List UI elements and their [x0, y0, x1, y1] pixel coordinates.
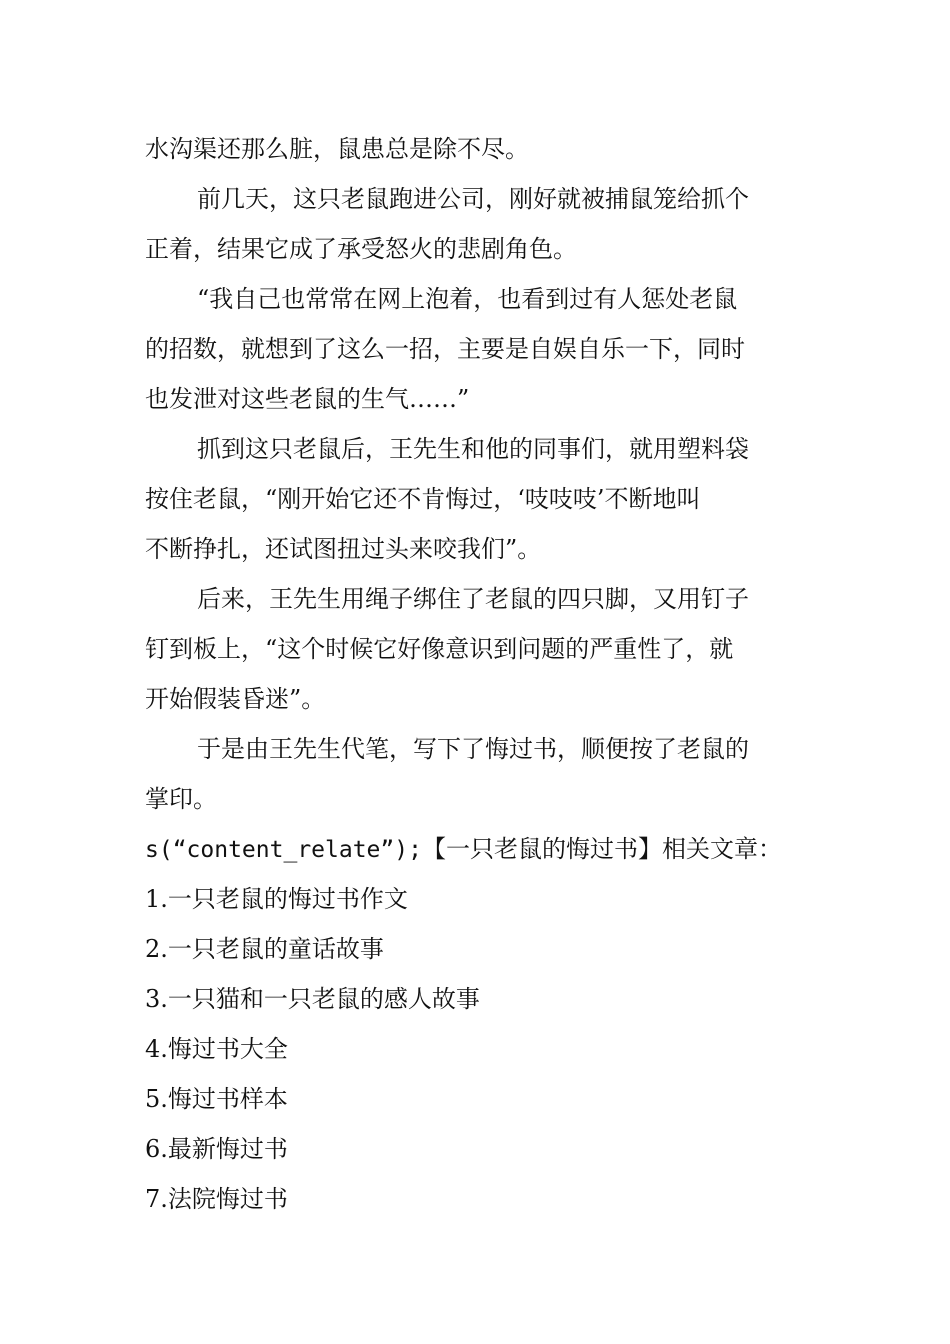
paragraph [145, 124, 810, 174]
related-link-4[interactable]: 4.悔过书大全 [145, 1035, 288, 1063]
paragraph-line: “我自己也常常在网上泡着，也看到过有人惩处老鼠 [197, 285, 738, 313]
paragraph-line: 后来，王先生用绳子绑住了老鼠的四只脚，又用钉子 [197, 585, 749, 613]
paragraph [145, 274, 810, 424]
related-header-code: s(“content_relate”); [145, 837, 422, 863]
paragraph-line: 也发泄对这些老鼠的生气……” [145, 385, 470, 413]
paragraph-line: 不断挣扎，还试图扭过头来咬我们”。 [145, 535, 542, 563]
related-header-text: 【一只老鼠的悔过书】相关文章： [421, 835, 782, 863]
related-link-7[interactable]: 7.法院悔过书 [145, 1185, 288, 1213]
paragraph-line: 于是由王先生代笔，写下了悔过书，顺便按了老鼠的 [197, 735, 749, 763]
paragraph-line: 按住老鼠，“刚开始它还不肯悔过，‘吱吱吱’不断地叫 [145, 485, 701, 513]
related-link-5[interactable]: 5.悔过书样本 [145, 1085, 288, 1113]
paragraph [145, 724, 810, 824]
related-link-6[interactable]: 6.最新悔过书 [145, 1135, 288, 1163]
paragraph [145, 424, 810, 574]
related-header [145, 824, 810, 874]
related-link-2[interactable]: 2.一只老鼠的童话故事 [145, 935, 384, 963]
paragraph-line: 掌印。 [145, 785, 217, 813]
document-body [145, 124, 810, 1224]
paragraph-line: 前几天，这只老鼠跑进公司，刚好就被捕鼠笼给抓个 [197, 185, 749, 213]
paragraph-line: 正着，结果它成了承受怒火的悲剧角色。 [145, 235, 577, 263]
related-link-1[interactable]: 1.一只老鼠的悔过书作文 [145, 885, 408, 913]
related-articles [145, 824, 810, 1224]
paragraph-line: 的招数，就想到了这么一招，主要是自娱自乐一下，同时 [145, 335, 745, 363]
paragraph-line: 水沟渠还那么脏，鼠患总是除不尽。 [145, 135, 529, 163]
paragraph [145, 574, 810, 724]
related-link-3[interactable]: 3.一只猫和一只老鼠的感人故事 [145, 985, 480, 1013]
paragraph-line: 抓到这只老鼠后，王先生和他的同事们，就用塑料袋 [197, 435, 749, 463]
paragraph [145, 174, 810, 274]
paragraph-line: 钉到板上，“这个时候它好像意识到问题的严重性了，就 [145, 635, 734, 663]
paragraph-line: 开始假装昏迷”。 [145, 685, 326, 713]
